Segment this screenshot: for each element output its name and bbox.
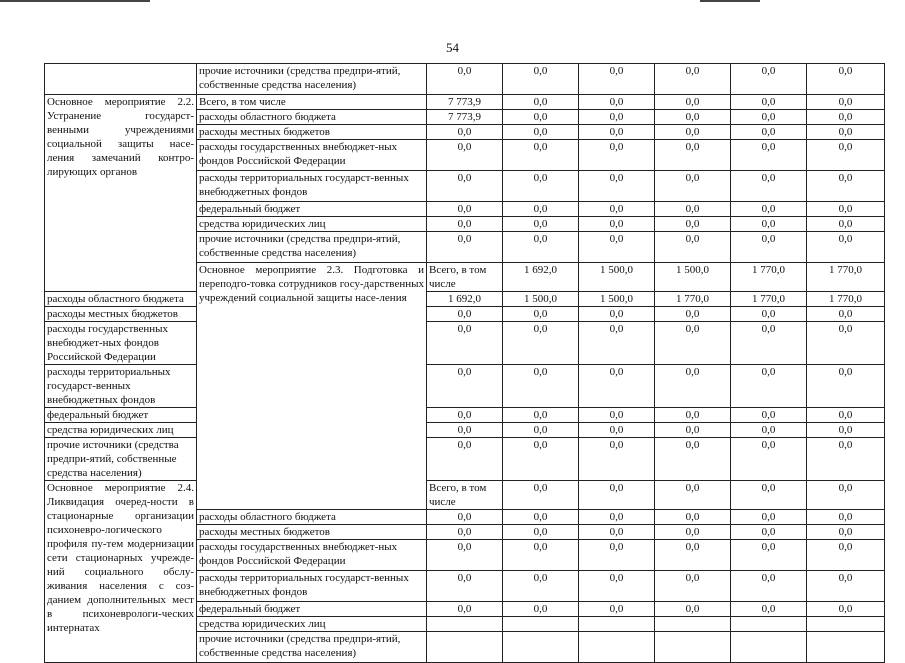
table-body xyxy=(45,64,885,663)
value-cell xyxy=(655,617,731,632)
funding-source-cell: прочие источники (средства предпри-ятий, собственные средства населения) xyxy=(197,632,427,663)
value-cell xyxy=(427,632,503,663)
funding-source-cell: средства юридических лиц xyxy=(197,617,427,632)
value-cell: 0,0 xyxy=(731,307,807,322)
value-cell: 0,0 xyxy=(579,125,655,140)
value-cell: 0,0 xyxy=(427,438,503,481)
value-cell: 1 500,0 xyxy=(579,263,655,292)
measure-cell: Основное мероприятие 2.4. Ликвидация очеред-ности в стационарные организации психоневро-логического профиля пу-тем модернизации сети стационарных учрежде-ний социального обслу-живания населения с соз-данием дополнительных мест в психоневрологи-ческих интернатах xyxy=(45,481,197,663)
value-cell: 0,0 xyxy=(427,408,503,423)
value-cell: 0,0 xyxy=(427,232,503,263)
value-cell: 1 500,0 xyxy=(503,292,579,307)
funding-source-cell: федеральный бюджет xyxy=(45,408,197,423)
value-cell: 0,0 xyxy=(655,140,731,171)
value-cell: 0,0 xyxy=(807,171,885,202)
value-cell: 0,0 xyxy=(655,64,731,95)
value-cell: 0,0 xyxy=(807,64,885,95)
value-cell: 0,0 xyxy=(807,217,885,232)
table-row xyxy=(45,322,885,365)
value-cell: 0,0 xyxy=(655,438,731,481)
table-row xyxy=(45,423,885,438)
value-cell: 0,0 xyxy=(655,95,731,110)
value-cell: 1 500,0 xyxy=(655,263,731,292)
value-cell: 0,0 xyxy=(807,307,885,322)
funding-source-cell: расходы территориальных государст-венных внебюджетных фондов xyxy=(197,571,427,602)
value-cell: 0,0 xyxy=(427,510,503,525)
value-cell: 0,0 xyxy=(503,232,579,263)
value-cell: 0,0 xyxy=(427,202,503,217)
value-cell xyxy=(503,617,579,632)
value-cell: 0,0 xyxy=(579,540,655,571)
funding-source-cell: расходы территориальных государст-венных внебюджетных фондов xyxy=(197,171,427,202)
value-cell: 0,0 xyxy=(731,365,807,408)
table-row xyxy=(45,307,885,322)
funding-source-cell: расходы местных бюджетов xyxy=(197,125,427,140)
top-rule-left xyxy=(0,0,150,2)
value-cell: 0,0 xyxy=(731,217,807,232)
table-row xyxy=(45,481,885,510)
value-cell: 0,0 xyxy=(427,423,503,438)
value-cell: 0,0 xyxy=(427,64,503,95)
value-cell xyxy=(579,617,655,632)
funding-source-cell: расходы областного бюджета xyxy=(45,292,197,307)
value-cell: 0,0 xyxy=(579,438,655,481)
funding-source-cell: расходы государственных внебюджет-ных фондов Российской Федерации xyxy=(197,540,427,571)
value-cell: 0,0 xyxy=(807,423,885,438)
value-cell: 0,0 xyxy=(427,307,503,322)
value-cell: 0,0 xyxy=(579,217,655,232)
value-cell: 0,0 xyxy=(731,408,807,423)
value-cell: 0,0 xyxy=(807,602,885,617)
measure-cell xyxy=(45,64,197,95)
value-cell: 0,0 xyxy=(579,95,655,110)
table-row xyxy=(45,365,885,408)
value-cell: 0,0 xyxy=(579,110,655,125)
funding-source-cell: средства юридических лиц xyxy=(45,423,197,438)
table-row xyxy=(45,408,885,423)
funding-source-cell: средства юридических лиц xyxy=(197,217,427,232)
value-cell: 0,0 xyxy=(427,322,503,365)
value-cell: 0,0 xyxy=(655,365,731,408)
value-cell: 0,0 xyxy=(503,423,579,438)
value-cell: 0,0 xyxy=(427,217,503,232)
value-cell: 0,0 xyxy=(655,307,731,322)
funding-source-cell: прочие источники (средства предпри-ятий, собственные средства населения) xyxy=(45,438,197,481)
funding-source-cell: Всего, в том числе xyxy=(427,263,503,292)
value-cell xyxy=(655,632,731,663)
value-cell: 0,0 xyxy=(807,232,885,263)
funding-source-cell: прочие источники (средства предпри-ятий, собственные средства населения) xyxy=(197,232,427,263)
value-cell: 0,0 xyxy=(731,140,807,171)
value-cell: 0,0 xyxy=(807,322,885,365)
value-cell: 0,0 xyxy=(579,481,655,510)
value-cell: 0,0 xyxy=(503,365,579,408)
value-cell: 7 773,9 xyxy=(427,95,503,110)
funding-source-cell: Всего, в том числе xyxy=(197,95,427,110)
value-cell: 0,0 xyxy=(655,171,731,202)
value-cell: 1 770,0 xyxy=(731,263,807,292)
value-cell: 0,0 xyxy=(731,510,807,525)
value-cell: 0,0 xyxy=(807,95,885,110)
value-cell: 0,0 xyxy=(731,525,807,540)
value-cell: 0,0 xyxy=(503,540,579,571)
value-cell xyxy=(807,617,885,632)
value-cell: 0,0 xyxy=(731,64,807,95)
value-cell: 0,0 xyxy=(655,408,731,423)
funding-source-cell: расходы государственных внебюджет-ных фондов Российской Федерации xyxy=(45,322,197,365)
value-cell: 0,0 xyxy=(731,232,807,263)
page-number: 54 xyxy=(446,40,459,55)
funding-source-cell: прочие источники (средства предпри-ятий, собственные средства населения) xyxy=(197,64,427,95)
value-cell: 0,0 xyxy=(427,140,503,171)
value-cell xyxy=(807,632,885,663)
funding-source-cell: расходы местных бюджетов xyxy=(45,307,197,322)
value-cell: 0,0 xyxy=(655,602,731,617)
value-cell: 0,0 xyxy=(807,408,885,423)
table-row xyxy=(45,292,885,307)
funding-source-cell: федеральный бюджет xyxy=(197,602,427,617)
funding-source-cell: расходы государственных внебюджет-ных фондов Российской Федерации xyxy=(197,140,427,171)
value-cell: 0,0 xyxy=(579,510,655,525)
value-cell: 0,0 xyxy=(807,125,885,140)
value-cell: 0,0 xyxy=(731,110,807,125)
value-cell: 0,0 xyxy=(731,171,807,202)
funding-source-cell: расходы областного бюджета xyxy=(197,110,427,125)
value-cell: 0,0 xyxy=(731,423,807,438)
value-cell: 0,0 xyxy=(655,423,731,438)
value-cell: 1 692,0 xyxy=(503,263,579,292)
value-cell: 0,0 xyxy=(655,571,731,602)
funding-source-cell: расходы областного бюджета xyxy=(197,510,427,525)
value-cell: 0,0 xyxy=(503,307,579,322)
value-cell: 0,0 xyxy=(503,140,579,171)
value-cell: 0,0 xyxy=(655,125,731,140)
value-cell: 0,0 xyxy=(503,322,579,365)
value-cell: 0,0 xyxy=(731,481,807,510)
value-cell: 0,0 xyxy=(579,365,655,408)
value-cell: 0,0 xyxy=(579,140,655,171)
value-cell: 0,0 xyxy=(807,140,885,171)
value-cell: 0,0 xyxy=(503,202,579,217)
value-cell: 0,0 xyxy=(427,571,503,602)
value-cell: 0,0 xyxy=(807,202,885,217)
value-cell: 0,0 xyxy=(427,365,503,408)
value-cell: 0,0 xyxy=(503,481,579,510)
value-cell: 0,0 xyxy=(579,171,655,202)
value-cell: 0,0 xyxy=(731,602,807,617)
value-cell: 0,0 xyxy=(655,525,731,540)
value-cell: 0,0 xyxy=(503,571,579,602)
table-row xyxy=(45,438,885,481)
value-cell: 0,0 xyxy=(807,571,885,602)
value-cell: 0,0 xyxy=(503,95,579,110)
value-cell: 0,0 xyxy=(503,125,579,140)
value-cell: 0,0 xyxy=(503,110,579,125)
value-cell: 0,0 xyxy=(731,540,807,571)
table-row xyxy=(45,95,885,110)
funding-source-cell: расходы территориальных государст-венных внебюджетных фондов xyxy=(45,365,197,408)
value-cell: 1 770,0 xyxy=(655,292,731,307)
value-cell: 0,0 xyxy=(503,525,579,540)
value-cell xyxy=(731,632,807,663)
value-cell: 0,0 xyxy=(503,64,579,95)
value-cell: 0,0 xyxy=(579,525,655,540)
value-cell: 0,0 xyxy=(731,571,807,602)
funding-source-cell: расходы местных бюджетов xyxy=(197,525,427,540)
value-cell: 7 773,9 xyxy=(427,110,503,125)
value-cell: 1 500,0 xyxy=(579,292,655,307)
value-cell: 0,0 xyxy=(503,408,579,423)
value-cell: 0,0 xyxy=(579,232,655,263)
funding-source-cell: Всего, в том числе xyxy=(427,481,503,510)
value-cell xyxy=(579,632,655,663)
value-cell: 0,0 xyxy=(731,438,807,481)
measure-cell: Основное мероприятие 2.3. Подготовка и переподго-товка сотрудников госу-дарственных учреждений социальной защиты насе-ления xyxy=(197,263,427,510)
value-cell: 1 770,0 xyxy=(807,292,885,307)
value-cell: 0,0 xyxy=(503,217,579,232)
value-cell: 0,0 xyxy=(655,217,731,232)
value-cell: 0,0 xyxy=(807,525,885,540)
value-cell: 1 692,0 xyxy=(427,292,503,307)
value-cell: 0,0 xyxy=(579,423,655,438)
value-cell: 0,0 xyxy=(731,322,807,365)
top-rule-right xyxy=(700,0,760,2)
value-cell: 0,0 xyxy=(579,602,655,617)
value-cell: 0,0 xyxy=(427,171,503,202)
value-cell xyxy=(503,632,579,663)
value-cell: 0,0 xyxy=(503,510,579,525)
value-cell: 0,0 xyxy=(427,602,503,617)
value-cell: 0,0 xyxy=(731,95,807,110)
value-cell: 0,0 xyxy=(807,510,885,525)
value-cell: 0,0 xyxy=(503,602,579,617)
value-cell: 0,0 xyxy=(807,365,885,408)
value-cell: 0,0 xyxy=(807,110,885,125)
value-cell: 0,0 xyxy=(655,202,731,217)
value-cell: 0,0 xyxy=(655,481,731,510)
value-cell: 0,0 xyxy=(807,540,885,571)
value-cell xyxy=(427,617,503,632)
value-cell: 0,0 xyxy=(655,540,731,571)
budget-table xyxy=(44,63,885,663)
measure-cell: Основное мероприятие 2.2. Устранение государст-венными учреждениями социальной защиты насе-ления замечаний контро-лирующих органов xyxy=(45,95,197,292)
value-cell: 0,0 xyxy=(503,171,579,202)
value-cell: 0,0 xyxy=(655,322,731,365)
value-cell: 0,0 xyxy=(731,202,807,217)
value-cell: 1 770,0 xyxy=(807,263,885,292)
value-cell: 0,0 xyxy=(655,110,731,125)
value-cell: 0,0 xyxy=(655,510,731,525)
funding-source-cell: федеральный бюджет xyxy=(197,202,427,217)
value-cell: 0,0 xyxy=(731,125,807,140)
value-cell: 0,0 xyxy=(579,408,655,423)
value-cell: 0,0 xyxy=(579,322,655,365)
value-cell: 0,0 xyxy=(579,64,655,95)
value-cell: 0,0 xyxy=(503,438,579,481)
value-cell: 0,0 xyxy=(427,525,503,540)
value-cell: 0,0 xyxy=(655,232,731,263)
value-cell: 0,0 xyxy=(807,481,885,510)
value-cell: 1 770,0 xyxy=(731,292,807,307)
value-cell: 0,0 xyxy=(579,571,655,602)
value-cell: 0,0 xyxy=(427,540,503,571)
value-cell xyxy=(731,617,807,632)
value-cell: 0,0 xyxy=(427,125,503,140)
value-cell: 0,0 xyxy=(579,202,655,217)
table-row xyxy=(45,64,885,95)
value-cell: 0,0 xyxy=(579,307,655,322)
value-cell: 0,0 xyxy=(807,438,885,481)
